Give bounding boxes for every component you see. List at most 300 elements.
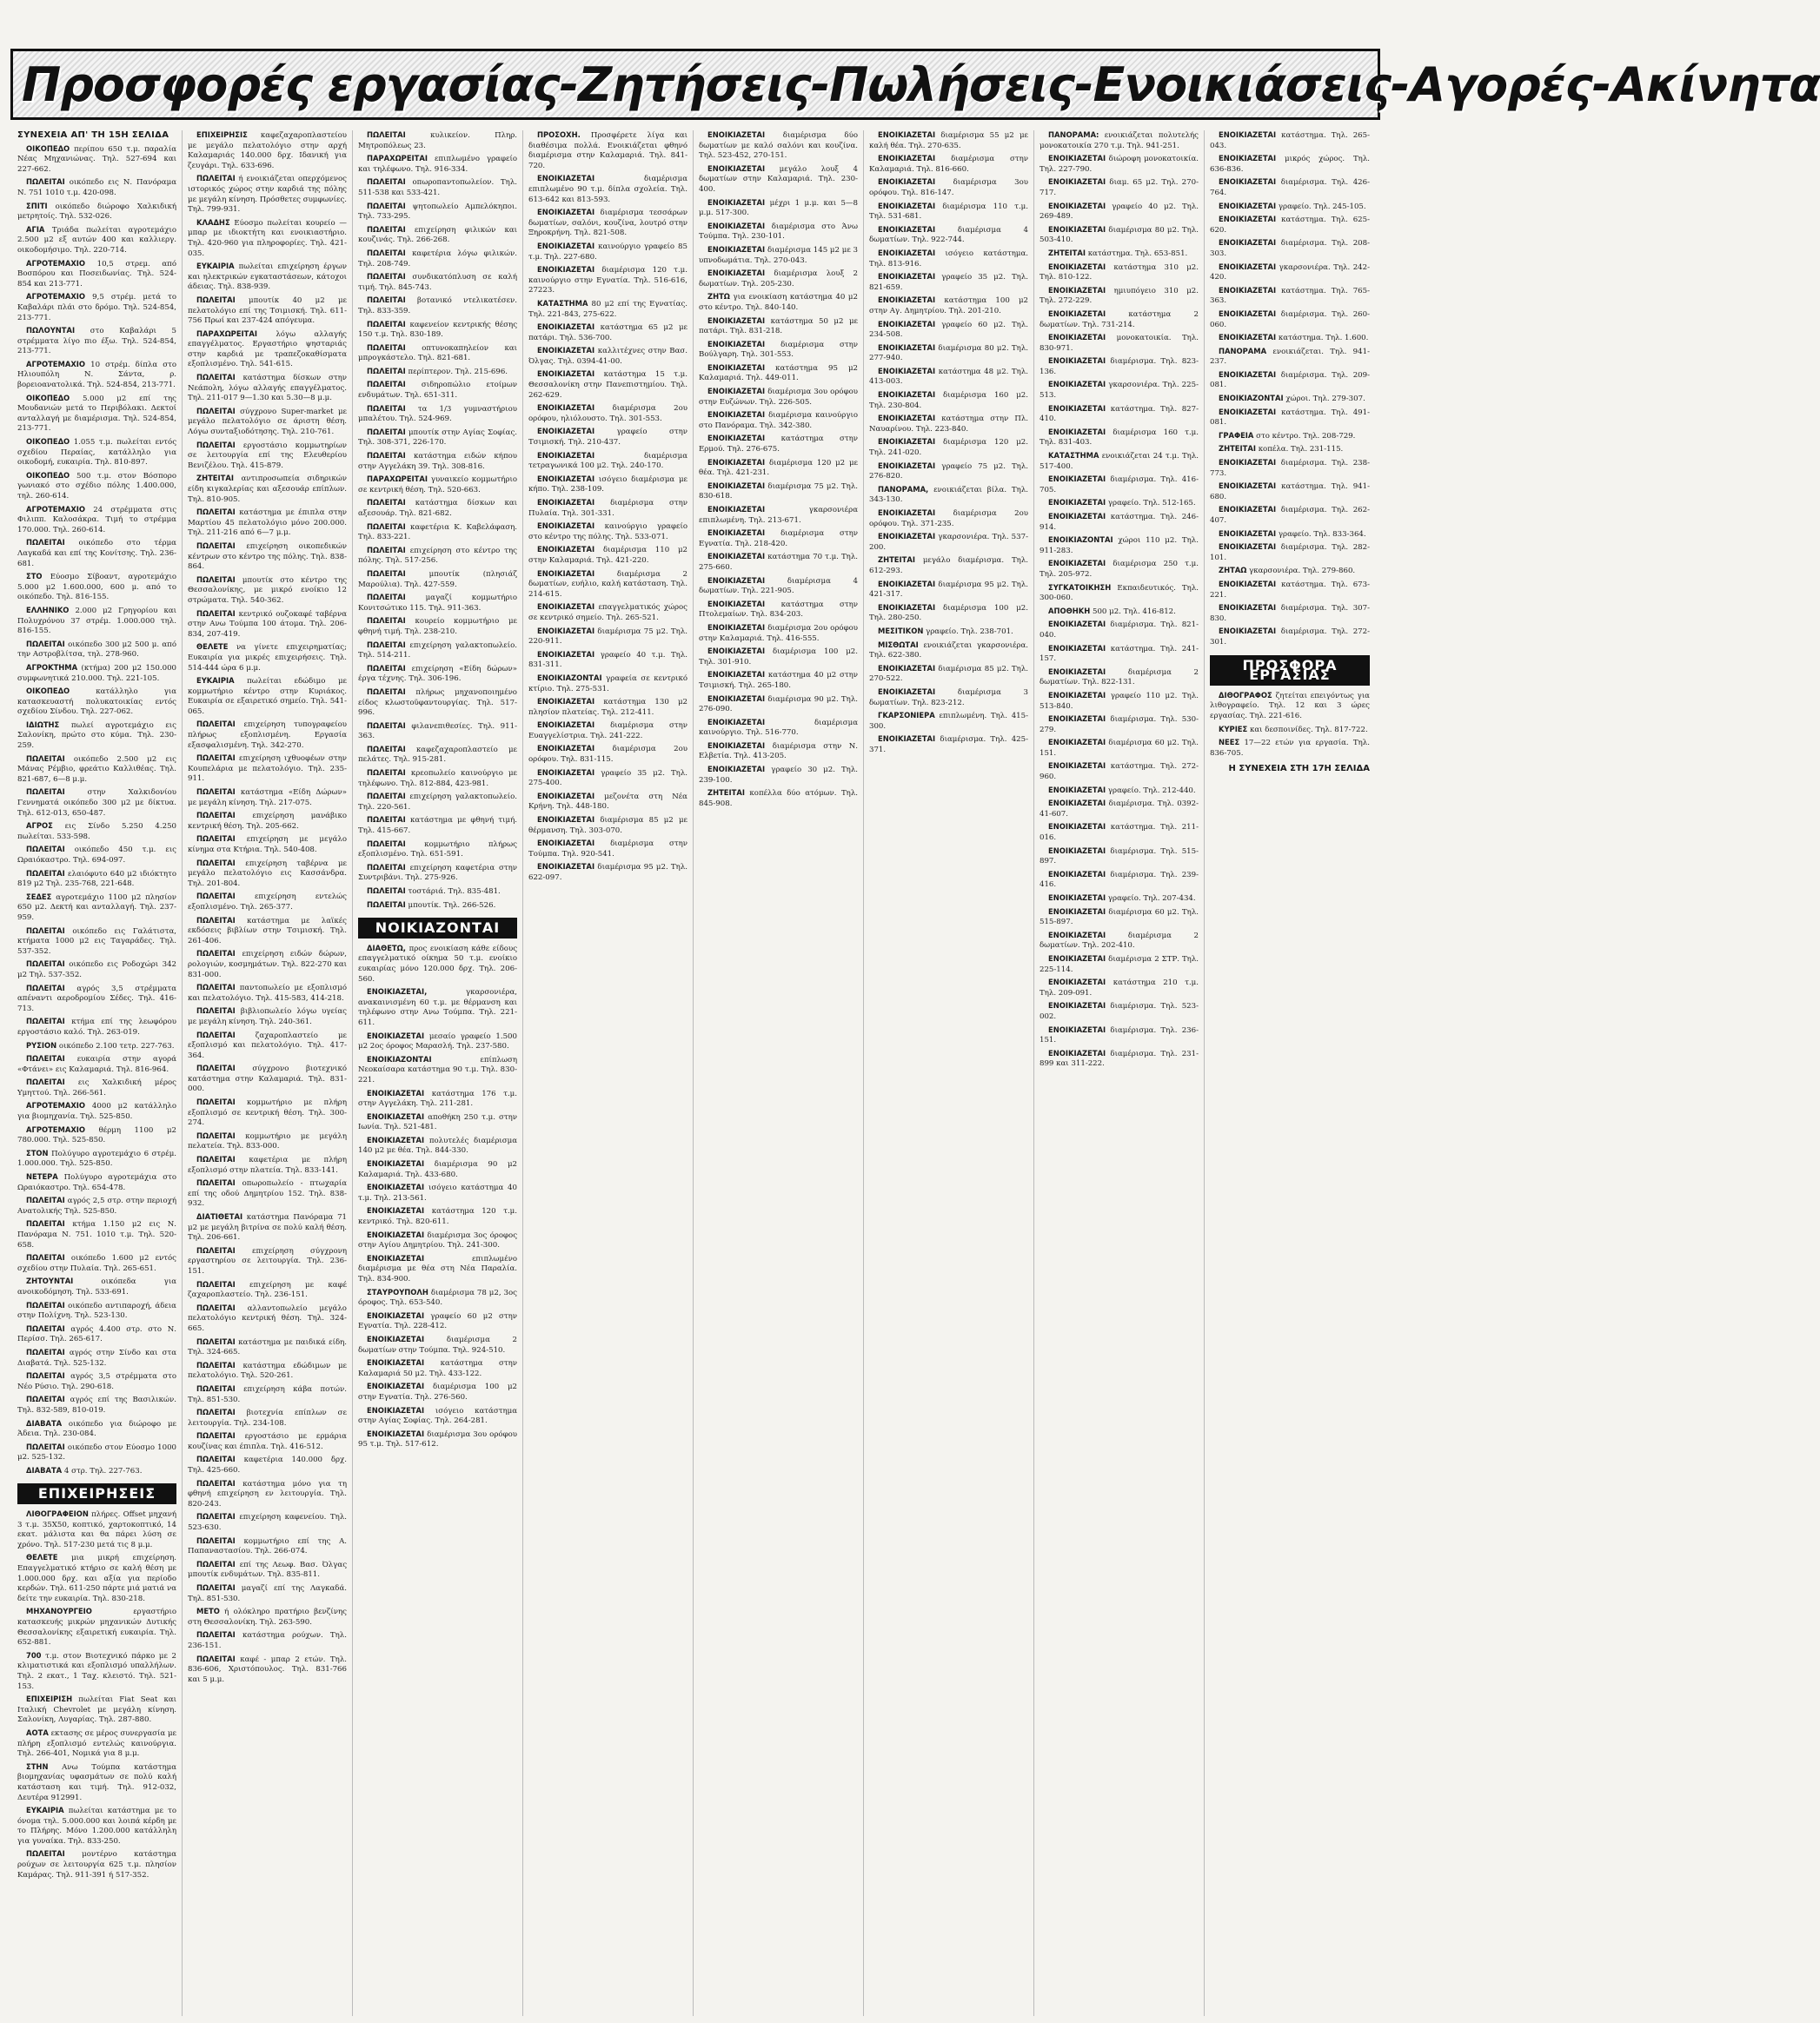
ad-lead-word: ΠΩΛΕΙΤΑΙ [26,1347,65,1356]
ad-lead-word: ΝΕΕΣ [1219,738,1240,747]
classified-ad [1040,559,1199,580]
ad-text: κατάστημα 50 μ2 με πατάρι. Τηλ. 831-218. [699,316,858,336]
classified-ad [188,1131,347,1152]
classified-ad [869,580,1028,600]
classified-ad [1040,154,1199,175]
ad-text: διαμέρισμα 2ου ορόφου στην Καλαμαριά. Τηλ. 416-555. [699,623,858,643]
ad-lead-word: ΕΝΟΙΚΙΑΖΕΤΑΙ [367,1429,425,1438]
ad-lead-word: ΠΩΛΕΙΤΑΙ [196,1131,236,1140]
classified-ad [1040,714,1199,735]
ad-text: ευκαιρία στην αγορά «Φτάνει» εις Καλαμαριά. Τηλ. 816-964. [17,1055,177,1074]
classified-ad [17,1149,176,1170]
ad-text: κατάστημα με λαϊκές εκδόσεις βιβλίων στην Τσιμισκή. Τηλ. 261-406. [188,916,348,945]
ad-lead-word: ΕΝΟΙΚΙΑΖΟΝΤΑΙ [1048,535,1113,545]
column-7 [1034,130,1205,2016]
classified-ad [699,694,858,715]
ad-text: εκτασης σε μέρος συνεργασία με πλήρη εξοπλισμό εντελώς καινούργια. Τηλ. 266-401, Νομικά για 8 μ.μ. [17,1728,177,1759]
ad-text: διαμέρισμα 100 μ2 στην Εγνατία. Τηλ. 276-560. [358,1383,518,1402]
classified-ad [869,555,1028,576]
section-heading-epixeiriseis: ΕΠΙΧΕΙΡΗΣΕΙΣ [17,1483,176,1504]
classified-ad [188,1064,347,1095]
ad-list [188,130,347,1685]
classified-ad [358,616,517,637]
classified-ad [1210,370,1370,391]
ad-text: γραφεία σε κεντρικό κτίριο. Τηλ. 275-531. [528,673,688,693]
ad-lead-word: ΠΩΛΕΙΤΑΙ [196,1512,236,1522]
ad-lead-word: ΠΑΡΑΧΩΡΕΙΤΑΙ [367,154,428,163]
ad-text: και δεσποινίδες. Τηλ. 817-722. [1250,725,1368,734]
ad-lead-word: ΠΩΛΕΙΤΑΙ [196,1279,236,1289]
ad-text: διαμέρισμα στην Ν. Ελβετία. Τηλ. 413-205. [699,741,858,761]
ad-text: Προσφέρετε λίγα και διαθέσιμα πολλά. Ενοικιάζεται φθηνό διαμέρισμα στην Καλαμαριά. Τηλ. 841-720. [528,131,688,170]
classified-ad [188,1155,347,1176]
classified-ad [1040,620,1199,640]
ad-text: 24 στρέμματα στις Φιλιππ. Καλοσάκρα. Τιμή το στρέμμα 170.000. Τηλ. 260-614. [17,505,177,534]
classified-ad [1040,498,1199,509]
ad-text: κεντρικό ουζοκαφέ ταβέρνα στην Ανω Τούμπα 100 άτομα. Τηλ. 206-834, 207-419. [188,609,347,639]
classified-ad [1210,177,1370,198]
ad-lead-word: ΑΓΡΟΚΤΗΜΑ [26,662,78,672]
classified-ad [358,380,517,401]
classified-ad [1040,644,1199,665]
classified-ad [869,437,1028,458]
ad-text: διαμέρισμα 2ου ορόφου. Τηλ. 371-235. [869,509,1028,528]
classified-ad [1040,333,1199,354]
ad-lead-word: ΠΩΛΕΙΤΑΙ [26,1395,65,1404]
ad-text: κατάστημα 40 μ2 στην Τσιμισκή. Τηλ. 265-180. [699,671,858,690]
classified-ad [1040,799,1199,819]
classified-ad [358,792,517,813]
ad-text: διαμέρισμα 80 μ2. Τηλ. 277-940. [869,343,1028,363]
ad-lead-word: ΕΝΟΙΚΙΑΖΕΤΑΙ [537,545,595,554]
classified-ad [528,427,687,448]
ad-text: 10 στρέμ. δίπλα στο Ηλιουπόλη Ν. Σάντα, ρ. βορειοανατολικά. Τηλ. 524-854, 213-771. [17,360,176,390]
ad-lead-word: ΠΩΛΕΙΤΑΙ [196,1455,236,1464]
ad-text: καφετέρια λόγω φιλικών. Τηλ. 208-749. [358,249,518,269]
ad-text: διαμέρισμα. Τηλ. 231-899 και 311-222. [1040,1049,1199,1069]
ad-text: οικόπεδο εις Ροδοχώρι 342 μ2 Τηλ. 537-352. [17,960,176,979]
classified-ad [17,572,176,603]
ad-text: αγρός 4.400 στρ. στο Ν. Περίσσ. Τηλ. 265-617. [17,1324,176,1344]
ad-text: διαμέρισμα καινούργιο. Τηλ. 516-770. [699,718,858,738]
ad-text: οικόπεδο αντιπαροχή, άδεια στην Πολίχνη. Τηλ. 523-130. [17,1301,176,1321]
ad-text: σύγχρονο Super-market με μεγάλο πελατολόγιο σε άριστη θέση. Λόγω συνταξιοδότησης. Τηλ. 210-761. [188,407,347,437]
classified-ad [188,1031,347,1062]
classified-ad [188,1178,347,1210]
classified-ad [869,461,1028,482]
classified-ad [1040,822,1199,843]
ad-text: γκαρσονιέρα. Τηλ. 242-420. [1210,262,1371,282]
ad-text: κρεοπωλείο καινούργιο με τηλέφωνο. Τηλ. 812-884, 423-981. [358,769,518,788]
ad-text: μικρός χώρος. Τηλ. 636-836. [1210,155,1371,174]
column-2 [183,130,353,2016]
classified-ad [358,154,517,175]
ad-text: πωλείται εδώδιμο με κομμωτήριο κέντρο στην Κυριάκος. Ευκαιρία σε εξαιρετικό σημείο. Τηλ. 541-065. [188,677,348,716]
ad-text: μπουτίκ (πλησιάζ Μαρούλια). Τηλ. 427-559. [358,569,517,589]
ad-lead-word: ΠΩΛΕΙΤΑΙ [367,545,406,554]
ad-lead-word: ΕΝΟΙΚΙΑΖΕΤΑΙ [707,622,766,632]
ad-text: κατάστημα στην Ερμού. Τηλ. 276-675. [699,434,858,454]
ad-lead-word: ΠΩΛΕΙΤΑΙ [196,1535,236,1545]
ad-text: οικόπεδο 2.500 μ2 εις Μάνας Ρέμβιο, φρεάτιο Καλλιθέας. Τηλ. 821-687, 6—8 μ.μ. [17,754,176,784]
ad-lead-word: ΕΝΟΙΚΙΑΖΕΤΑΙ [878,663,936,673]
classified-ad [188,262,347,293]
classified-ad [869,640,1028,661]
ad-text: κατάστημα στην Πτολεμαίων. Τηλ. 834-203. [699,600,858,620]
classified-ad [1210,603,1370,624]
ad-text: μπουτίκ 40 μ2 με πελατολόγιο επί της Τσιμισκή. Τηλ. 611-756 Πρωί και 237-424 απόγευμα. [188,295,347,326]
ad-lead-word: ΕΝΟΙΚΙΑΖΕΤΑΙ [707,410,766,420]
classified-ad [528,299,687,320]
ad-text: διαμέρισμα στην Τούμπα. Τηλ. 920-541. [528,839,687,859]
ad-text: 4000 μ2 κατάλληλο για βιομηχανία. Τηλ. 525-850. [17,1102,177,1122]
classified-ad [1210,347,1370,368]
classified-ad [869,225,1028,246]
ad-text: κατάστημα. Τηλ. 241-157. [1040,644,1199,664]
ad-lead-word: ΕΝΟΙΚΙΑΖΕΤΑΙ [707,647,766,656]
ad-lead-word: ΕΝΟΙΚΙΑΖΕΤΑΙ [1048,893,1106,902]
ad-text: διαμέρισμα τετραγωνικά 100 μ2. Τηλ. 240-170. [528,451,687,471]
banner-title: Προσφορές εργασίας-Ζητήσεις-Πωλήσεις-Ενοικιάσεις-Αγορές-Ακίνητα [22,56,1820,112]
ad-text: γραφείο 60 μ2. Τηλ. 234-508. [869,320,1028,340]
ad-text: πολυτελές διαμέρισμα 140 μ2 με θέα. Τηλ. 844-330. [358,1136,518,1156]
ad-text: κυλικείον. Πληρ. Μητροπόλεως 23. [358,131,517,150]
classified-ad [699,741,858,762]
classified-ad [358,1311,517,1332]
ad-lead-word: ΠΩΛΕΙΤΑΙ [196,295,236,304]
ad-text: επιχείρηση τυπογραφείου πλήρως εξοπλισμένη. Εργασία εξασφαλισμένη. Τηλ. 342-270. [188,720,347,750]
classified-ad [869,508,1028,529]
ad-text: κατάστημα μόνο για τη φθηνή επιχείρηση εν λειτουργία. Τηλ. 820-243. [188,1479,347,1509]
ad-text: 9,5 στρέμ. μετά το Καβαλάρι πλάι στο δρόμο. Τηλ. 524-854, 213-771. [17,293,177,322]
ad-lead-word: ΕΝΟΙΚΙΑΖΕΤΑΙ [1048,154,1106,163]
classified-ad [358,768,517,789]
classified-ad [358,1358,517,1379]
ad-text: διαμέρισμα 3ου ορόφου 95 τ.μ. Τηλ. 517-612. [358,1429,517,1449]
ad-text: διαμέρισμα 2ου ορόφου. Τηλ. 831-115. [528,745,687,765]
ad-lead-word: ΕΝΟΙΚΙΑΖΕΤΑΙ [707,528,766,538]
classified-ad [1040,1049,1199,1070]
classified-ad [358,1206,517,1227]
classified-ad [1040,262,1199,283]
ad-lead-word: ΜΕΣΙΤΙΚΟΝ [878,626,924,635]
ad-lead-word: ΑΟΤΑ [26,1728,49,1737]
classified-ad [188,1455,347,1476]
ad-text: κομμωτήριο πλήρως εξοπλισμένο. Τηλ. 651-591. [358,839,517,859]
ad-text: κατάστημα με παιδικά είδη. Τηλ. 324-665. [188,1337,348,1357]
ad-text: καφεζαχαροπλαστείο με πελάτες. Τηλ. 915-281. [358,745,517,765]
classified-ad [188,373,347,404]
classified-ad [1210,262,1370,283]
classified-ad [358,687,517,719]
ad-text: ισόγειο κατάστημα. Τηλ. 813-916. [869,249,1028,269]
ad-text: χώροι 110 μ2. Τηλ. 911-283. [1040,536,1199,555]
classified-ad [358,177,517,198]
classified-ad [528,627,687,647]
classified-ad [699,130,858,162]
ad-text: κατάστημα 100 μ2 στην Αγ. Δημητρίου. Τηλ. 201-210. [869,296,1029,315]
ad-text: 2.000 μ2 Γρηγορίου και Πολυχρόνου 37 στρέμ. 1.000.000 τηλ. 816-155. [17,606,177,636]
classified-ad [188,1098,347,1129]
ad-lead-word: ΕΝΟΙΚΙΑΖΕΤΑΙ, [367,987,428,997]
ad-text: διαμέρισμα 160 τ.μ. Τηλ. 831-403. [1040,428,1199,448]
ad-text: γραφείο. Τηλ. 207-434. [1107,894,1196,903]
ad-text: διαμέρισμα 160 μ2. Τηλ. 230-804. [869,391,1028,410]
classified-ad [358,202,517,222]
ad-lead-word: ΕΝΟΙΚΙΑΖΕΤΑΙ [1048,474,1106,484]
classified-ad [1040,667,1199,688]
classified-ad [358,839,517,860]
ad-lead-word: ΕΝΟΙΚΙΑΖΟΝΤΑΙ [367,1054,432,1064]
ad-lead-word: ΕΝΟΙΚΙΑΖΕΤΑΙ [707,387,766,396]
ad-text: διαμέρισμα 4 δωματίων. Τηλ. 221-905. [699,576,859,596]
ad-text: διαμέρισμα στην Εγνατία. Τηλ. 218-420. [699,529,858,548]
ad-text: παντοπωλείο με εξοπλισμό και πελατολόγιο. Τηλ. 415-583, 414-218. [188,984,347,1003]
ad-lead-word: ΔΙΘΟΓΡΑΦΟΣ [1219,690,1272,700]
ad-lead-word: ΠΡΟΣΟΧΗ. [537,130,581,139]
ad-text: κομμωτήριο με μεγάλη πελατεία. Τηλ. 833-000. [188,1131,347,1151]
classified-ad [17,1324,176,1345]
ad-lead-word: ΕΝΟΙΚΙΑΖΕΤΑΙ [878,295,936,305]
classified-ad [699,481,858,502]
ad-lead-word: ΠΑΝΟΡΑΜΑ, [878,484,929,494]
classified-ad [188,983,347,1004]
ad-lead-word: ΜΕΤΟ [196,1607,220,1616]
ad-lead-word: ΑΓΡΟΤΕΜΑΧΙΟ [26,504,86,514]
ad-lead-word: ΠΩΛΕΙΤΑΙ [26,1017,65,1026]
classified-ad [699,164,858,196]
ad-lead-word: ΕΝΟΙΚΙΑΖΟΝΤΑΙ [537,673,602,682]
classified-ad [1040,761,1199,782]
ad-text: τοστάριά. Τηλ. 835-481. [408,887,501,896]
ad-lead-word: ΣΠΙΤΙ [26,201,48,210]
ad-text: ελαιόφυτο 640 μ2 ιδιόκτητο 819 μ2 Τηλ. 235-768, 221-648. [17,869,177,889]
ad-lead-word: ΕΝΟΙΚΙΑΖΕΤΑΙ [707,434,766,443]
ad-lead-word: ΕΝΟΙΚΙΑΖΕΤΑΙ [1219,407,1277,416]
ad-lead-word: ΕΝΟΙΚΙΑΖΕΤΑΙ [367,1405,425,1415]
ad-lead-word: ΕΝΟΙΚΙΑΖΕΤΑΙ [707,457,766,467]
classified-ad [869,367,1028,388]
ad-text: κατάστημα. Τηλ. 941-680. [1210,482,1371,501]
classified-ad [17,326,176,357]
ad-text: διαμέρισμα. Τηλ. 282-101. [1210,543,1371,562]
ad-lead-word: ΠΩΛΕΙΤΑΙ [26,845,65,854]
ad-text: Εύοσμο Σίβοαντ, αγροτεμάχιο 5.000 μ2 1.600.000, 600 μ. από το οικόπεδο. Τηλ. 816-155. [17,573,177,602]
classified-ad [358,863,517,884]
classified-ad [17,225,176,256]
classified-ad [699,434,858,454]
ad-text: διαμέρισμα. Τηλ. 238-773. [1210,459,1371,478]
ad-lead-word: ΕΥΚΑΙΡΙΑ [196,676,235,686]
classified-ad [358,569,517,590]
classified-ad [358,1089,517,1110]
classified-ad [17,845,176,866]
ad-lead-word: ΔΙΑΒΑΤΑ [26,1418,63,1428]
classified-ad [188,1560,347,1581]
ad-text: επιπλωμένη. Τηλ. 415-300. [869,712,1028,731]
ad-text: οικόπεδα για ανοικοδόμηση. Τηλ. 533-691. [17,1277,176,1297]
ad-text: θέρμη 1100 μ2 780.000. Τηλ. 525-850. [17,1125,176,1145]
classified-ad [188,609,347,640]
ad-lead-word: ΕΝΟΙΚΙΑΖΕΤΑΙ [1219,201,1277,210]
ad-lead-word: ΕΝΟΙΚΙΑΖΕΤΑΙ [367,1358,425,1368]
classified-ad [188,720,347,751]
ad-lead-word: ΠΩΛΕΙΤΑΙ [196,1337,236,1346]
ad-lead-word: ΖΗΤΟΥΝΤΑΙ [26,1277,74,1286]
ad-text: διαμέρισμα 60 μ2. Τηλ. 151. [1040,739,1199,758]
ad-lead-word: ΠΩΛΕΙΤΑΙ [26,1849,65,1859]
ad-lead-word: ΕΝΟΙΚΙΑΖΕΤΑΙ [1219,369,1277,379]
classified-ad [17,1509,176,1550]
classified-ad [188,507,347,539]
ad-lead-word: ΠΩΛΕΙΤΑΙ [196,174,236,183]
ad-text: διαμέρισμα 100 μ2. Τηλ. 301-910. [699,647,858,667]
classified-ad [1210,458,1370,479]
ad-text: οικόπεδο για διώροφο με Άδεια. Τηλ. 230-084. [17,1419,177,1439]
ad-lead-word: ΜΙΣΘΩΤΑΙ [878,640,919,649]
classified-ad [358,272,517,293]
ad-lead-word: ΠΩΛΕΙΤΑΙ [196,1408,236,1417]
ad-text: οικόπεδο 2.100 τετρ. 227-763. [58,1041,175,1051]
classified-ad [17,1301,176,1322]
ad-text: καφεζαχαροπλαστείου με μεγάλο πελατολόγιο στην αρχή Καλαμαριάς 140.000 δρχ. Ιδανική για ζευγάρι. Τηλ. 633-696. [188,131,347,170]
ad-text: κατάστημα. Τηλ. 673-221. [1210,580,1371,600]
classified-ad [528,346,687,367]
ad-text: διαμέρισμα. Τηλ. 821-040. [1040,620,1199,640]
ad-text: διαμέρισμα 110 τ.μ. Τηλ. 531-681. [869,202,1028,222]
classified-ad [17,1348,176,1369]
classified-ad [188,811,347,832]
ad-lead-word: ΠΩΛΕΙΤΑΙ [367,427,406,436]
ad-text: επιπλωμένο διαμέρισμα με θέα στη Νέα Παραλία. Τηλ. 834-900. [358,1254,517,1283]
classified-ad [358,987,517,1028]
ad-lead-word: ΕΝΟΙΚΙΑΖΕΤΑΙ [537,521,595,531]
ad-lead-word: ΟΙΚΟΠΕΔΟ [26,686,70,696]
classified-ad [17,787,176,819]
ad-text: διαμέρισμα 2 ΣΤΡ. Τηλ. 225-114. [1040,954,1199,974]
classified-ad [188,441,347,472]
ad-lead-word: 700 [26,1650,42,1660]
ad-lead-word: ΕΝΟΙΚΙΑΖΕΤΑΙ [1048,738,1106,747]
ad-lead-word: ΚΥΡΙΕΣ [1219,724,1248,733]
ad-text: κατάστημα 15 τ.μ. Θεσσαλονίκη στην Πανεπιστημίου. Τηλ. 262-629. [528,370,688,400]
ad-lead-word: ΠΩΛΕΙΤΑΙ [367,593,406,602]
ad-lead-word: ΠΩΛΕΙΤΑΙ [26,1078,65,1087]
ad-lead-word: ΕΝΟΙΚΙΑΖΕΤΑΙ [537,791,595,800]
ad-text: διαμέρισμα 2 δωματίων, ευήλιο, καλή κατάσταση. Τηλ. 214-615. [528,569,688,599]
classified-ad [699,765,858,786]
ad-lead-word: ΠΩΛΕΙΤΑΙ [196,440,236,449]
ad-text: γραφείο 40 τ.μ. Τηλ. 831-311. [528,650,688,670]
ad-text: κατάστημα Πανόραμα 71 μ2 με μεγάλη βιτρίνα σε πολύ καλή θέση. Τηλ. 206-661. [188,1213,348,1243]
ad-text: ισόγειο κατάστημα στην Αγίας Σοφίας. Τηλ. 264-281. [358,1406,517,1426]
ad-lead-word: ΠΩΛΕΙΤΑΙ [196,834,236,844]
classified-ad [1210,309,1370,330]
ad-text: 500 τ.μ. στον Βόσπορο γωνιακό στο σχέδιο πόλης 1.400.000, τηλ. 260-614. [17,471,176,501]
ad-lead-word: ΕΝΟΙΚΙΑΖΕΤΑΙ [878,686,936,696]
ad-text: βοτανικό ντελικατέσεν. Τηλ. 833-359. [358,296,517,315]
classified-ad [17,1078,176,1098]
ad-text: επιχείρηση γαλακτοπωλείο. Τηλ. 220-561. [358,793,518,812]
classified-ad [699,198,858,219]
classified-ad [528,697,687,718]
classified-ad [358,343,517,364]
ad-lead-word: ΕΝΟΙΚΙΑΖΕΤΑΙ [1048,308,1106,318]
classified-ad [17,259,176,290]
ad-text: μπουτίκ στο κέντρο της Θεσσαλονίκης, με μικρό ενοίκιο 12 στρώματα. Τηλ. 540-362. [188,575,348,605]
ad-text: επιχείρηση στο κέντρο της πόλης. Τηλ. 517-256. [358,546,517,566]
column-3 [353,130,523,2016]
classified-ad [869,202,1028,222]
ad-text: οικόπεδο εις Ν. Πανόραμα Ν. 751 1010 τ.μ. 420-098. [17,178,176,197]
ad-text: διαμέρισμα. Τηλ. 0392-41-607. [1040,799,1199,819]
ad-lead-word: ΠΩΛΕΙΤΑΙ [367,201,406,210]
classifieds-banner [10,49,1820,120]
ad-text: διαμέρισμα 145 μ2 με 3 υπνοδωμάτια. Τηλ. 270-043. [699,245,858,265]
ad-text: να γίνετε επιχειρηματίας; Ευκαιρία για μικρές επιχειρήσεις. Τηλ. 514-444 ώρα 6 μ.μ. [188,643,348,673]
classified-ad [188,676,347,717]
ad-text: μεσαίο γραφείο 1.500 μ2 2ος όροφος Μαρασλή. Τηλ. 237-580. [358,1031,517,1051]
classified-ad [188,834,347,855]
ad-lead-word: ΕΝΟΙΚΙΑΖΕΤΑΙ [878,579,936,588]
ad-text: κατάστημα με έπιπλα στην Μαρτίου 45 πελατολόγιο μόνο 200.000. Τηλ. 211-216 από 6—7 μ.μ. [188,508,348,538]
ad-lead-word: ΑΓΡΟΤΕΜΑΧΙΟ [26,292,86,302]
ad-text: αποθήκη 250 τ.μ. στην Ιωνία. Τηλ. 521-481. [358,1112,517,1132]
classified-ad [17,360,176,391]
ad-lead-word: ΕΝΟΙΚΙΑΖΕΤΑΙ [1219,285,1277,295]
classified-ad [358,900,517,912]
classified-ad [699,505,858,526]
classified-ad [528,673,687,694]
classified-ad [699,363,858,384]
ad-text: Τριάδα πωλείται αγροτεμάχιο 2.500 μ2 εξ αυτών 400 και καλλιεργ. οικοδομήσιμο. Τηλ. 220-714. [17,225,177,255]
classified-ad [699,647,858,667]
ad-text: κατάστημα. Τηλ. 765-363. [1210,286,1371,306]
ad-lead-word: ΟΙΚΟΠΕΔΟ [26,470,70,480]
ad-text: αγρός επί της Βασιλικών. Τηλ. 832-589, 810-019. [17,1396,176,1415]
ad-lead-word: ΠΩΛΕΙΤΑΙ [367,130,406,139]
ad-text: επιχείρηση οικοπεδικών κέντρων στο κέντρο της πόλης. Τηλ. 838-864. [188,541,347,572]
classified-ad [869,687,1028,708]
ad-text: διαμέρισμα 120 μ2 με θέα. Τηλ. 421-231. [699,458,859,478]
ad-text: επιχείρηση εντελώς εξοπλισμένο. Τηλ. 265-377. [188,892,347,912]
ad-text: κατάστημα ρούχων. Τηλ. 236-151. [188,1631,347,1650]
classified-ad [528,650,687,671]
ad-text: κατάστημα 120 τ.μ. κεντρικό. Τηλ. 820-611. [358,1207,517,1227]
ad-lead-word: ΕΝΟΙΚΙΑΖΕΤΑΙ [707,269,766,278]
ad-list [869,130,1028,755]
section-heading-prosfora-ergasias: ΠΡΟΣΦΟΡΑ ΕΡΓΑΣΙΑΣ [1210,655,1370,686]
ad-text: αγρός στην Σίνδο και στα Διαβατά. Τηλ. 525-132. [17,1348,176,1368]
ad-lead-word: ΠΩΛΕΙΤΑΙ [367,295,406,305]
ad-lead-word: ΕΝΟΙΚΙΑΖΕΤΑΙ [707,765,766,774]
classified-ad [1040,931,1199,952]
ad-text: διαμέρισμα 90 μ2 Καλαμαριά. Τηλ. 433-680. [358,1160,517,1179]
ad-lead-word: ΠΩΛΕΙΤΑΙ [196,1245,236,1255]
classified-ad [528,744,687,765]
ad-text: χώροι. Τηλ. 279-307. [1285,395,1365,404]
classified-ad [188,949,347,980]
ad-lead-word: ΕΝΟΙΚΙΑΖΕΤΑΙ [537,403,595,413]
classified-ad [17,1101,176,1122]
classified-ad [188,407,347,438]
ad-text: διαμέρισμα 3ου ορόφου στην Ευζώνων. Τηλ. 226-505. [699,388,858,407]
ad-text: 80 μ2 επί της Εγνατίας. Τηλ. 221-843, 275-622. [528,299,688,319]
ad-text: επιχείρηση σύγχρονη εργαστηρίου σε λειτουργία. Τηλ. 236-151. [188,1246,348,1276]
ad-lead-word: ΕΝΟΙΚΙΑΖΕΤΑΙ [1048,559,1106,568]
ad-text: επαγγελματικός χώρος σε κεντρικό σημείο. Τηλ. 265-521. [528,603,687,622]
ad-text: μαγαζί κομμωτήριο Κονιτσώτικο 115. Τηλ. 911-363. [358,594,517,613]
